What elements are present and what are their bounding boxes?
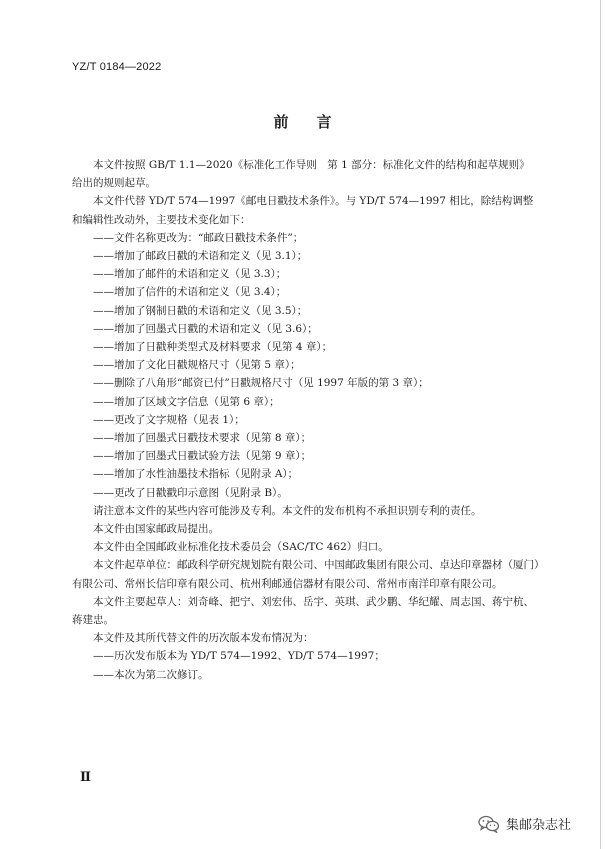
list-item: ——增加了日戳种类型式及材料要求（见第 4 章）； — [93, 341, 333, 354]
list-item: ——增加了邮件的术语和定义（见 3.3）； — [93, 268, 287, 281]
paragraph: 本文件主要起草人：刘奇峰、把宁、刘宏伟、岳宇、英琪、武少鹏、华纪耀、周志国、蒋宁杭、蒋建忠。 — [72, 595, 534, 627]
list-item: ——历次发布版本为 YD/T 574—1992、YD/T 574—1997； — [93, 650, 385, 663]
wechat-icon — [478, 815, 500, 833]
paragraph: 本文件由全国邮政业标准化技术委员会（SAC/TC 462）归口。 — [93, 541, 389, 554]
paragraph: 本文件及其所代替文件的历次版本发布情况为： — [93, 632, 314, 645]
page-title: 前言 — [273, 113, 360, 131]
list-item: ——更改了文字规格（见表 1）； — [93, 413, 245, 426]
paragraph: 本文件按照 GB/T 1.1—2020《标准化工作导则 第 1 部分：标准化文件的结构和起草规则》给出的规则起草。 — [72, 159, 530, 190]
list-item: ——删除了八角形“邮资已付”日戳规格尺寸（见 1997 年版的第 3 章）； — [93, 377, 429, 390]
list-item: ——增加了文化日戳规格尺寸（见第 5 章）； — [93, 359, 301, 372]
paragraph: 请注意本文件的某些内容可能涉及专利。本文件的发布机构不承担识别专利的责任。 — [93, 504, 482, 517]
watermark-text: 集邮杂志社 — [506, 818, 572, 833]
list-item: ——本次为第二次修订。 — [93, 668, 209, 681]
list-item: ——增加了回墨式日戳技术要求（见第 8 章）； — [93, 432, 312, 445]
paragraph: 本文件起草单位：邮政科学研究规划院有限公司、中国邮政集团有限公司、卓达印章器材（厦门）有限公司、常州长信印章有限公司、杭州利邮通信器材有限公司、常州市南洋印章有限公司。 — [72, 559, 540, 590]
list-item: ——增加了区域文字信息（见第 6 章）； — [93, 395, 280, 408]
list-item: ——增加了回墨式日戳的术语和定义（见 3.6）； — [93, 322, 318, 335]
page-number: Ⅱ — [80, 770, 91, 785]
standard-code: YZ/T 0184—2022 — [72, 61, 162, 73]
list-item: ——增加了水性油墨技术指标（见附录 A）； — [93, 468, 299, 481]
list-item: ——文件名称更改为：“邮政日戳技术条件”； — [93, 231, 304, 244]
list-item: ——更改了日戳戳印示意图（见附录 B）。 — [93, 486, 288, 499]
foreword-body — [72, 156, 540, 684]
list-item: ——增加了回墨式日戳试验方法（见第 9 章）； — [93, 450, 312, 463]
paragraph: 本文件代替 YD/T 574—1997《邮电日戳技术条件》。与 YD/T 574—1997 相比，除结构调整和编辑性改动外，主要技术变化如下： — [72, 195, 534, 226]
list-item: ——增加了邮政日戳的术语和定义（见 3.1）； — [93, 250, 308, 263]
list-item: ——增加了信件的术语和定义（见 3.4）； — [93, 286, 287, 299]
list-item: ——增加了钢制日戳的术语和定义（见 3.5）； — [93, 304, 308, 317]
paragraph: 本文件由国家邮政局提出。 — [93, 523, 219, 536]
watermark — [478, 814, 571, 833]
